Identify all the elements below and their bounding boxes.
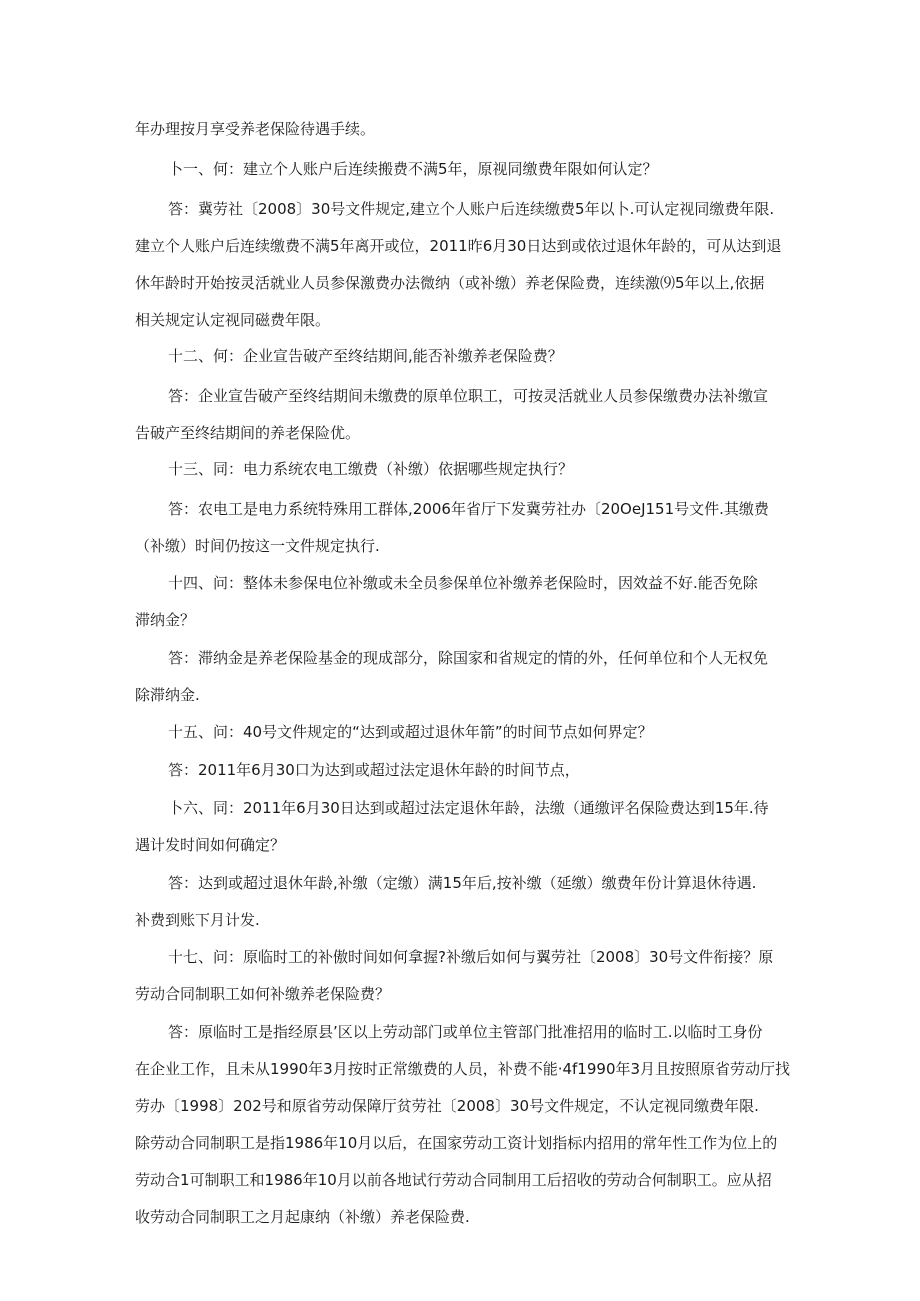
answer-line: 答：农电工是电力系统特殊用工群体,2006年省厅下发冀劳社办〔20OeJ151号文件.其缴费 — [168, 500, 769, 518]
text-line: （补缴）时间仍按这一文件规定执行. — [135, 537, 380, 555]
text-line: 年办理按月享受养老保险待遇手续。 — [135, 120, 376, 138]
question-line: 十二、何：企业宣告破产至终结期间,能否补缴养老保险费？ — [168, 347, 563, 365]
text-line: 在企业工作，且未从1990年3月按时正常缴费的人员，补费不能·4f1990年3月且按照原省劳动厅找 — [135, 1060, 791, 1078]
answer-line: 答：企业宣告破产至终结期间未缴费的原单位职工，可按灵活就业人员参保缴费办法补缴宣 — [168, 387, 769, 405]
text-line: 补费到账下月计发. — [135, 911, 260, 929]
question-line: 十七、问：原临时工的补傲时间如何拿握?补缴后如何与翼劳社〔2008〕30号文件衔接？原 — [168, 948, 774, 966]
answer-line: 答：滞纳金是养老保险基金的现成部分，除国家和省规定的情的外，任何单位和个人无权免 — [168, 649, 769, 667]
text-line: 相关规定认定视同磁费年限。 — [135, 311, 331, 329]
question-line: 卜一、何：建立个人账户后连续搬费不满5年，原视同缴费年限如何认定？ — [168, 160, 658, 178]
text-line: 劳动合1可制职工和1986年10月以前各地试行劳动合同制用工后招收的劳动合何制职工。应从招 — [135, 1171, 772, 1189]
text-line: 劳办〔1998〕202号和原省劳动保障厅贫劳社〔2008〕30号文件规定，不认定视同缴费年限. — [135, 1097, 759, 1115]
text-line: 休年龄时开始按灵活就业人员参保激费办法微纳（或补缴）养老保险费，连续激⑼5年以上,依据 — [135, 274, 765, 292]
text-line: 滞纳金？ — [135, 611, 196, 629]
question-line: 十五、问：40号文件规定的“达到或超过退休年箭”的时间节点如何界定？ — [168, 723, 653, 741]
question-line: 卜六、同：2011年6月30日达到或超过法定退休年龄，法缴（通缴评名保险费达到15年.待 — [168, 799, 769, 817]
answer-line: 答：2011年6月30口为达到或超过法定退休年龄的时间节点， — [168, 761, 580, 779]
answer-line: 答：达到或超过退休年龄,补缴（定缴）满15年后,按补缴（延缴）缴费年份计算退休待遇. — [168, 874, 757, 892]
text-line: 建立个人账户后连续缴费不满5年离开或位，2011昨6月30日达到或依过退休年龄的，可从达到退 — [135, 237, 782, 255]
text-line: 收劳动合同制职工之月起康纳（补缴）养老保险费. — [135, 1208, 470, 1226]
text-line: 除滞纳金. — [135, 686, 200, 704]
text-line: 遇计发时间如何确定？ — [135, 836, 286, 854]
text-line: 告破产至终结期间的养老保险优。 — [135, 424, 361, 442]
question-line: 十三、同：电力系统农电工缴费（补缴）依据哪些规定执行？ — [168, 460, 574, 478]
text-line: 除劳动合同制职工是指1986年10月以后，在国家劳动工资计划指标内招用的常年性工作为位上的 — [135, 1134, 778, 1152]
answer-line: 答：原临时工是指经原县’区以上劳动部门或单位主管部门批准招用的临时工.以临时工身份 — [168, 1023, 763, 1041]
question-line: 十四、问：整体未参保电位补缴或未全员参保单位补缴养老保险时，因效益不好.能否免除 — [168, 574, 758, 592]
answer-line: 答：冀劳社〔2008〕30号文件规定,建立个人账户后连续缴费5年以卜.可认定视同缴费年限. — [168, 200, 775, 218]
text-line: 劳动合同制职工如何补缴养老保险费？ — [135, 985, 391, 1003]
